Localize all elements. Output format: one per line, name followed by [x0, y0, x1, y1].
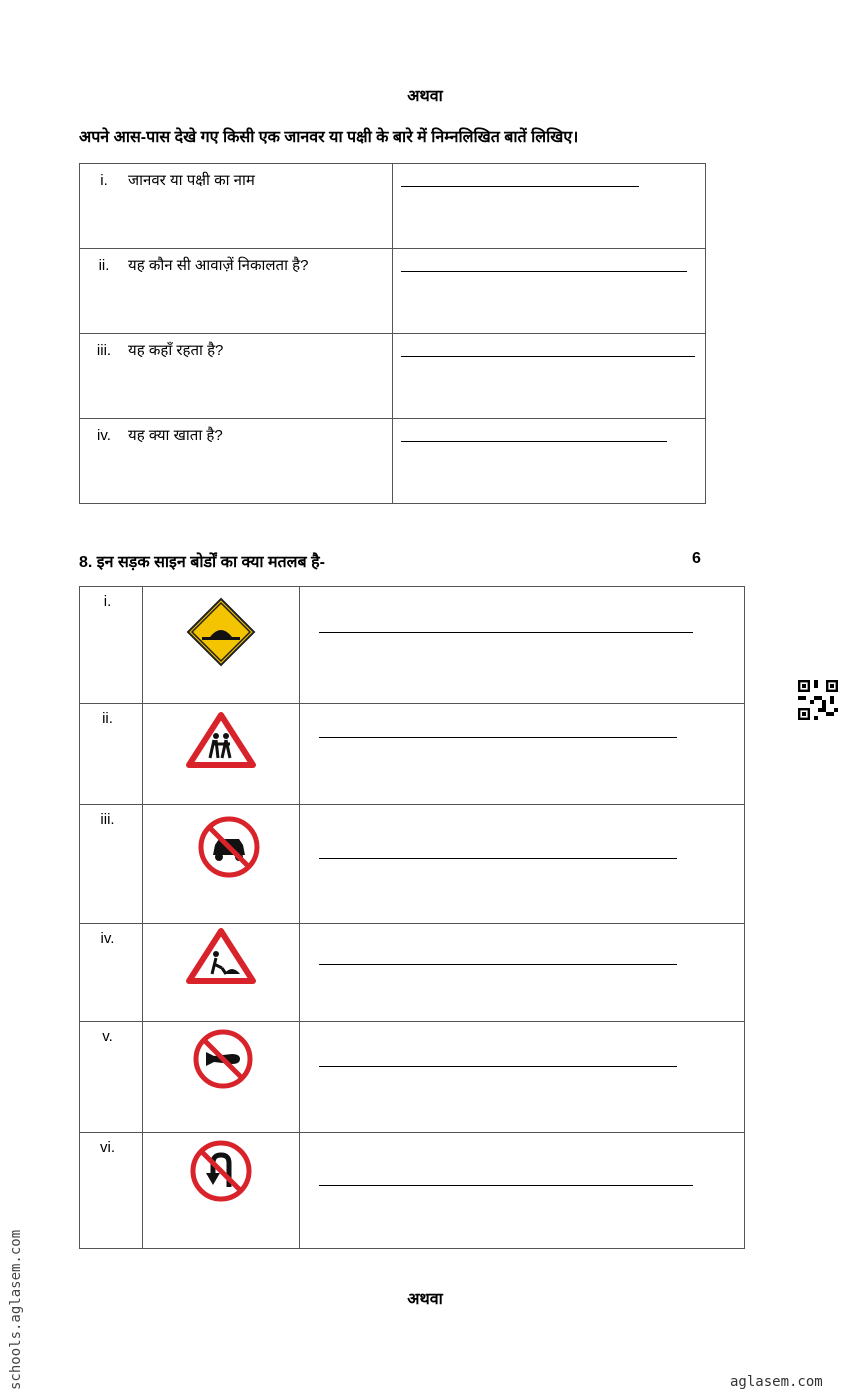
- row-number: i.: [103, 593, 112, 610]
- answer-line[interactable]: [319, 1066, 677, 1067]
- answer-line[interactable]: [401, 271, 687, 272]
- row-number: v.: [102, 1028, 113, 1045]
- table-row: [80, 924, 745, 1022]
- no-horn-sign-icon: [192, 1028, 254, 1090]
- question-8-title: 8. इन सड़क साइन बोर्डों का क्या मतलब है-: [79, 554, 325, 571]
- men-at-work-sign-icon: [186, 928, 256, 984]
- row-number: iv.: [100, 930, 115, 947]
- answer-line[interactable]: [319, 632, 693, 633]
- row-number: vi.: [100, 1139, 115, 1156]
- answer-line[interactable]: [401, 356, 695, 357]
- row-number: iv.: [97, 427, 111, 444]
- table-row: [80, 805, 745, 924]
- question-text: यह कहाँ रहता है?: [128, 342, 224, 359]
- answer-line[interactable]: [319, 737, 677, 738]
- question-text: यह कौन सी आवाज़ें निकालता है?: [128, 257, 309, 274]
- side-watermark: schools.aglasem.com: [8, 1229, 24, 1390]
- table-row: [80, 1133, 745, 1249]
- table-row: [80, 587, 745, 704]
- row-number: iii.: [96, 342, 112, 359]
- row-number: ii.: [102, 710, 113, 727]
- table-row: [80, 249, 706, 334]
- no-u-turn-sign-icon: [189, 1139, 253, 1203]
- answer-line[interactable]: [319, 964, 677, 965]
- question-text: यह क्या खाता है?: [128, 427, 223, 444]
- instruction-text: अपने आस-पास देखे गए किसी एक जानवर या पक्षी के बारे में निम्नलिखित बातें लिखिए।: [79, 129, 579, 146]
- road-signs-table: [79, 586, 745, 1249]
- answer-line[interactable]: [401, 186, 639, 187]
- no-cars-sign-icon: [197, 815, 261, 879]
- table-row: [80, 334, 706, 419]
- table-row: [80, 419, 706, 504]
- speed-breaker-sign-icon: [186, 597, 256, 667]
- answer-line[interactable]: [401, 441, 667, 442]
- answer-line[interactable]: [319, 1185, 693, 1186]
- question-8-marks: 6: [692, 550, 701, 567]
- row-number: iii.: [100, 811, 115, 828]
- question-text: जानवर या पक्षी का नाम: [128, 172, 255, 189]
- school-ahead-sign-icon: [186, 712, 256, 768]
- table-row: [80, 164, 706, 249]
- qr-code-icon: [798, 680, 838, 720]
- footer-watermark: aglasem.com: [730, 1374, 823, 1390]
- table-row: [80, 704, 745, 805]
- row-number: i.: [100, 172, 108, 189]
- answer-line[interactable]: [319, 858, 677, 859]
- table-row: [80, 1022, 745, 1133]
- row-number: ii.: [98, 257, 110, 274]
- animal-table: [79, 163, 706, 504]
- or-heading-top: अथवा: [407, 88, 443, 105]
- or-heading-bottom: अथवा: [407, 1291, 443, 1308]
